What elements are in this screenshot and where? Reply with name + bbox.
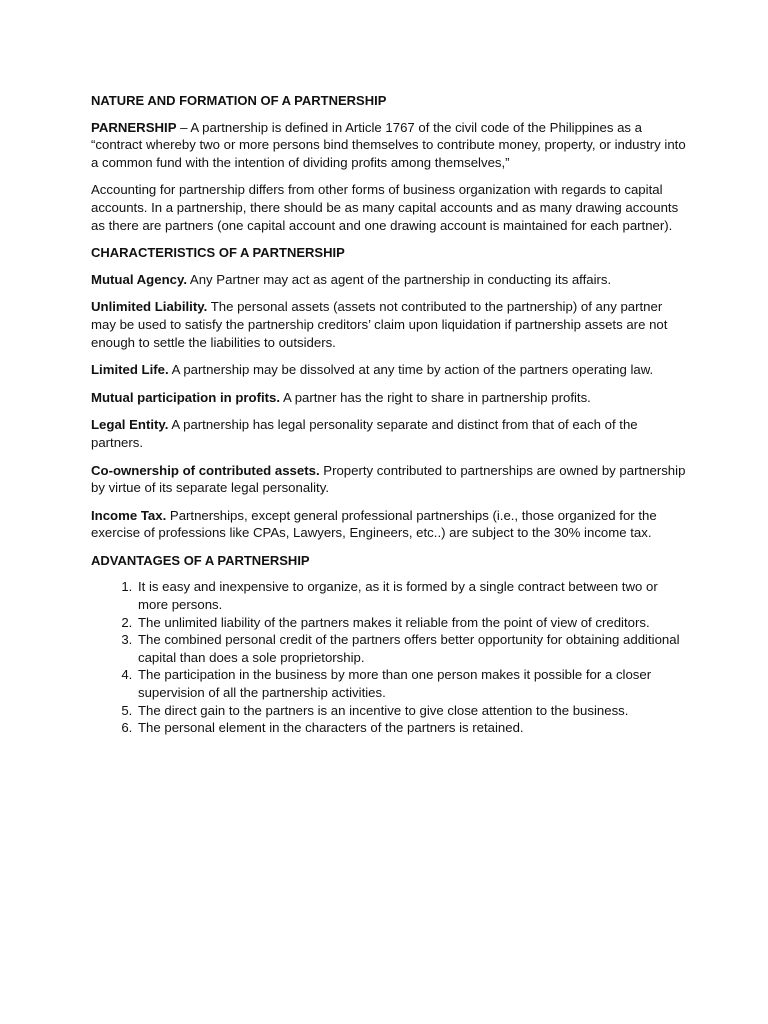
characteristic-text: A partnership has legal personality separate and distinct from that of each of the partners. [91, 417, 638, 450]
characteristic-paragraph [91, 298, 688, 351]
section-heading-advantages: ADVANTAGES OF A PARTNERSHIP [91, 552, 310, 568]
characteristic-text: Partnerships, except general professional partnerships (i.e., those organized for the exercise of professions like CPAs, Lawyers, Engineers, etc..) are subject to the 30% income tax. [91, 507, 657, 541]
characteristic-text: A partner has the right to share in partnership profits. [280, 389, 591, 405]
characteristic-term: Mutual participation in profits. [91, 389, 281, 405]
advantage-item: 3. The combined personal credit of the partners offers better opportunity for obtaining additional capital than does a sole proprietorship. [136, 631, 688, 666]
characteristic-paragraph [91, 361, 688, 379]
characteristic-text: A partnership may be dissolved at any time by action of the partners operating law. [168, 362, 654, 378]
characteristic-paragraph [91, 416, 688, 451]
characteristic-paragraph [91, 389, 688, 407]
advantage-item: 1. It is easy and inexpensive to organize, as it is formed by a single contract between two or more persons. [136, 578, 688, 613]
characteristic-term: Mutual Agency. [91, 271, 187, 287]
characteristic-term: Income Tax. [91, 507, 167, 523]
section-heading-characteristics: CHARACTERISTICS OF A PARTNERSHIP [91, 245, 345, 261]
advantage-item: 4. The participation in the business by more than one person makes it possible for a closer supervision of all the partnership activities. [136, 666, 688, 701]
characteristic-text: The personal assets (assets not contributed to the partnership) of any partner may be used to satisfy the partnership creditors’ claim upon liquidation if partnership assets are not enough to settle the liabilities to outsiders. [91, 299, 668, 350]
advantage-item: 5. The direct gain to the partners is an incentive to give close attention to the business. [136, 702, 688, 720]
characteristic-text: Property contributed to partnerships are owned by partnership by virtue of its separate legal personality. [91, 462, 686, 496]
characteristic-paragraph [91, 271, 688, 289]
characteristic-text: Any Partner may act as agent of the partnership in conducting its affairs. [186, 271, 612, 287]
characteristic-term: Limited Life. [91, 362, 169, 378]
characteristic-paragraph [91, 507, 688, 542]
characteristic-term: Co-ownership of contributed assets. [91, 462, 320, 478]
definition-term: PARNERSHIP [91, 119, 177, 135]
characteristic-term: Unlimited Liability. [91, 299, 208, 315]
advantage-item: 2. The unlimited liability of the partners makes it reliable from the point of view of creditors. [136, 614, 688, 632]
advantages-list [91, 578, 688, 736]
definition-text: – A partnership is defined in Article 1767 of the civil code of the Philippines as a “contract whereby two or more persons bind themselves to contribute money, property, or industry into a common fund with the intention of dividing profits among themselves,” [91, 119, 686, 170]
advantage-item: 6. The personal element in the characters of the partners is retained. [136, 719, 688, 737]
characteristic-paragraph [91, 462, 688, 497]
section-heading-nature: NATURE AND FORMATION OF A PARTNERSHIP [91, 93, 387, 108]
definition-paragraph [91, 119, 688, 172]
characteristic-term: Legal Entity. [91, 417, 169, 433]
accounting-paragraph: Accounting for partnership differs from other forms of business organization with regards to capital accounts. In a partnership, there should be as many capital accounts and as many drawing accounts as there are partners (one capital account and one drawing account is maintained for each partner). [91, 182, 679, 233]
